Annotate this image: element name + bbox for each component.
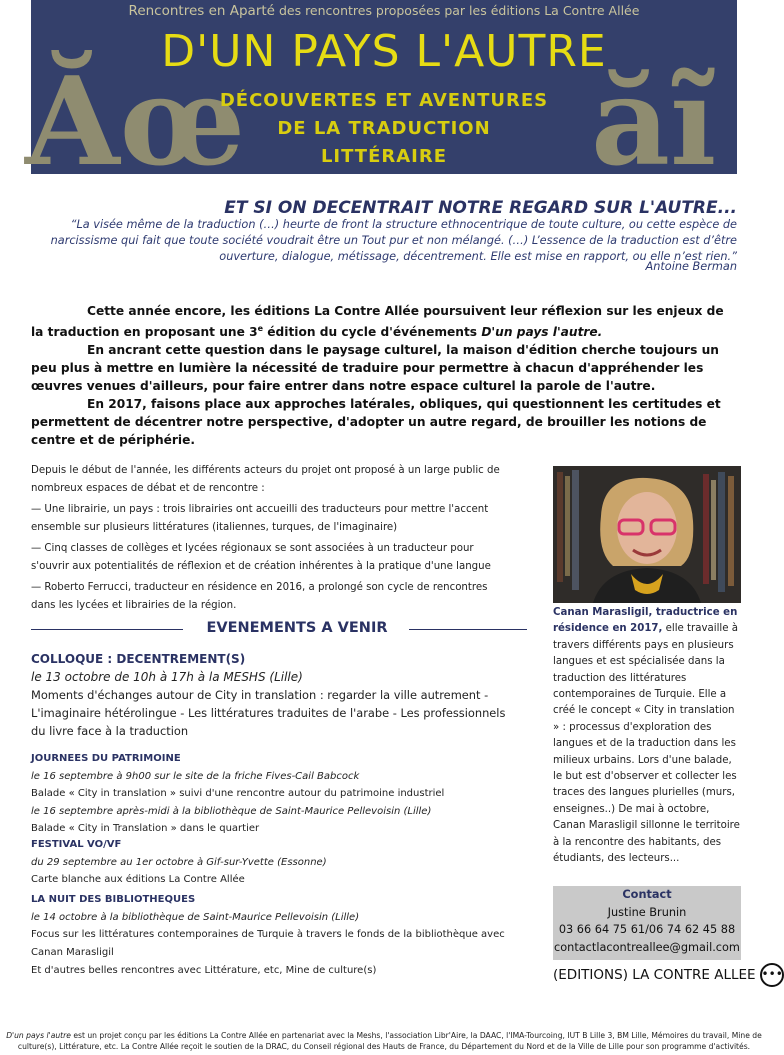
event-festival <box>31 836 521 889</box>
contact-title: Contact <box>622 888 672 901</box>
event-nuit-title: LA NUIT DES BIBLIOTHEQUES <box>31 894 196 905</box>
quote-author: Antoine Berman <box>645 260 737 273</box>
banner-series-line <box>31 3 737 19</box>
footer-credits <box>0 1030 768 1052</box>
event-patrimoine <box>31 750 521 838</box>
intro-p1-emphasis: D'un pays l'autre. <box>481 325 603 340</box>
event-nuit <box>31 891 521 961</box>
summary-bullet-3: — Roberto Ferrucci, traducteur en résidence en 2016, a prolongé son cycle de rencontres dans les lycées et librairies de la région. <box>31 582 488 611</box>
quote: “La visée même de la traduction (…) heurte de front la structure ethnocentrique de toute culture, ou cette espèce de narcissisme qui fait que toute société voudrait être un Tout pur et non mélangé. (…) L’essence de la traduction est d’être ouverture, dialogue, métissage, décentrement. Elle est mise en rapport, ou elle n’est rien.” <box>50 218 737 263</box>
publisher-logo-icon: ••• <box>760 963 784 987</box>
banner-series-name: Rencontres en Aparté <box>128 3 275 19</box>
publisher-logo <box>553 963 783 987</box>
event-festival-desc: Carte blanche aux éditions La Contre Allée <box>31 874 245 885</box>
translator-bio-text: elle travaille à travers différents pays en plusieurs langues et est spécialisée dans la traduction des littératures contemporaines de Turquie. Elle a créé le concept « City in translation » : processus d'exploration des langues et de la traduction dans les milieux urbains. Lors d'une balade, le but est d'observer et collecter les traces des langues plurielles (murs, enseignes..) De mai à octobre, Canan Marasligil sillonne le territoire à la rencontre des habitants, des étudiants, des lecteurs... <box>553 623 740 865</box>
banner-subtitle-1: DÉCOUVERTES ET AVENTURES <box>219 90 549 111</box>
intro-paragraph-3: En 2017, faisons place aux approches latérales, obliques, qui questionnent les certitudes et permettent de décentrer notre perspective, d'adopter un autre regard, de brouiller les notions de centre et de périphérie. <box>31 397 721 448</box>
decorative-letters-right: ăĩ <box>591 49 717 193</box>
header-banner <box>25 0 737 193</box>
footer-text: est un projet conçu par les éditions La Contre Allée en partenariat avec la Meshs, l'association Libr'Aire, la DAAC, l'IMA-Tourcoing, IUT B Lille 3, BM Lille, Mémoires du travail, Mine de culture(s), Littérature, etc. La Contre Allée reçoit le soutien de la DRAC, du Conseil régional des Hauts de France, du Département du Nord et de la Ville de Lille pour son programme d'activités. <box>17 1031 762 1051</box>
translator-bio <box>553 605 741 868</box>
event-festival-title: FESTIVAL VO/VF <box>31 839 122 850</box>
event-festival-date: du 29 septembre au 1er octobre à Gif-sur-Yvette (Essonne) <box>31 856 327 868</box>
event-patrimoine-title: JOURNEES DU PATRIMOINE <box>31 753 181 764</box>
footer-project-name: D'un pays l'autre <box>6 1031 71 1040</box>
summary-intro: Depuis le début de l'année, les différents acteurs du projet ont proposé à un large public de nombreux espaces de débat et de rencontre : <box>31 465 500 494</box>
intro-text <box>31 302 737 449</box>
event-colloque-date: le 13 octobre de 10h à 17h à la MESHS (Lille) <box>31 670 303 684</box>
intro-paragraph-1 <box>31 302 737 341</box>
contact-name: Justine Brunin <box>607 905 687 919</box>
project-summary <box>31 462 509 618</box>
translator-name: Canan Marasligil, traductrice en résidence en 2017, <box>553 607 738 635</box>
publisher-logo-text: (EDITIONS) LA CONTRE ALLEE <box>553 967 756 983</box>
event-other-text: Et d'autres belles rencontres avec Littérature, etc, Mine de culture(s) <box>31 965 377 976</box>
headline: ET SI ON DECENTRAIT NOTRE REGARD SUR L'AUTRE... <box>224 198 737 218</box>
summary-bullet-2: — Cinq classes de collèges et lycées régionaux se sont associées à un traducteur pour s'ouvrir aux potentialités de réflexion et de création inhérentes à la pratique d'une langue <box>31 543 491 572</box>
translator-portrait-illustration <box>553 466 741 603</box>
events-rule-right <box>409 629 527 630</box>
translator-photo <box>553 466 741 603</box>
summary-bullet-1: — Une librairie, un pays : trois librairies ont accueilli des traducteurs pour mettre l'accent ensemble sur plusieurs littératures (italiennes, turques, de l'imaginaire) <box>31 504 489 533</box>
event-colloque <box>31 650 521 740</box>
event-patrimoine-date-1: le 16 septembre à 9h00 sur le site de la friche Fives-Cail Babcock <box>31 770 360 782</box>
banner-title: D'UN PAYS L'AUTRE <box>161 26 607 77</box>
decorative-letters-left: Ăœ <box>25 49 246 193</box>
event-nuit-date: le 14 octobre à la bibliothèque de Saint-Maurice Pellevoisin (Lille) <box>31 911 360 923</box>
contact-email[interactable]: contactlacontreallee@gmail.com <box>554 940 740 954</box>
intro-paragraph-2: En ancrant cette question dans le paysage culturel, la maison d'édition cherche toujours un peu plus à mettre en lumière la nécessité de traduire pour permettre à chacun d'appréhender les œuvres venues d'ailleurs, pour faire entrer dans notre espace culturel la parole de l'autre. <box>31 343 719 394</box>
banner-subtitle-2: DE LA TRADUCTION <box>277 118 491 139</box>
event-other <box>31 962 521 979</box>
banner-subtitle-3: LITTÉRAIRE <box>320 146 448 167</box>
event-patrimoine-text-1: Balade « City in translation » suivi d'une rencontre autour du patrimoine industriel <box>31 788 445 799</box>
event-patrimoine-date-2: le 16 septembre après-midi à la bibliothèque de Saint-Maurice Pellevoisin (Lille) <box>31 805 432 817</box>
contact-box <box>553 886 741 960</box>
events-heading <box>31 620 527 640</box>
events-title: EVENEMENTS A VENIR <box>206 620 388 636</box>
event-patrimoine-text-2: Balade « City in Translation » dans le quartier <box>31 823 260 834</box>
event-colloque-desc: Moments d'échanges autour de City in translation : regarder la ville autrement - L'imaginaire hétérolingue - Les littératures traduites de l'arabe - Les professionnels du livre face à la traduction <box>31 688 506 738</box>
intro-p1-sup: e <box>257 324 264 333</box>
intro-p1-text: Cette année encore, les éditions La Contre Allée poursuivent leur réflexion sur les enjeux de la traduction en proposant une 3 <box>31 304 724 340</box>
intro-p1-text-b: édition du cycle d'événements <box>263 325 482 340</box>
contact-phones: 03 66 64 75 61/06 74 62 45 88 <box>558 923 736 936</box>
banner-series-desc: des rencontres proposées par les éditions La Contre Allée <box>274 3 640 18</box>
events-rule-left <box>31 629 183 630</box>
event-colloque-title: COLLOQUE : DECENTREMENT(S) <box>31 652 246 666</box>
event-nuit-desc: Focus sur les littératures contemporaines de Turquie à travers le fonds de la bibliothèque avec Canan Marasligil <box>31 929 505 958</box>
